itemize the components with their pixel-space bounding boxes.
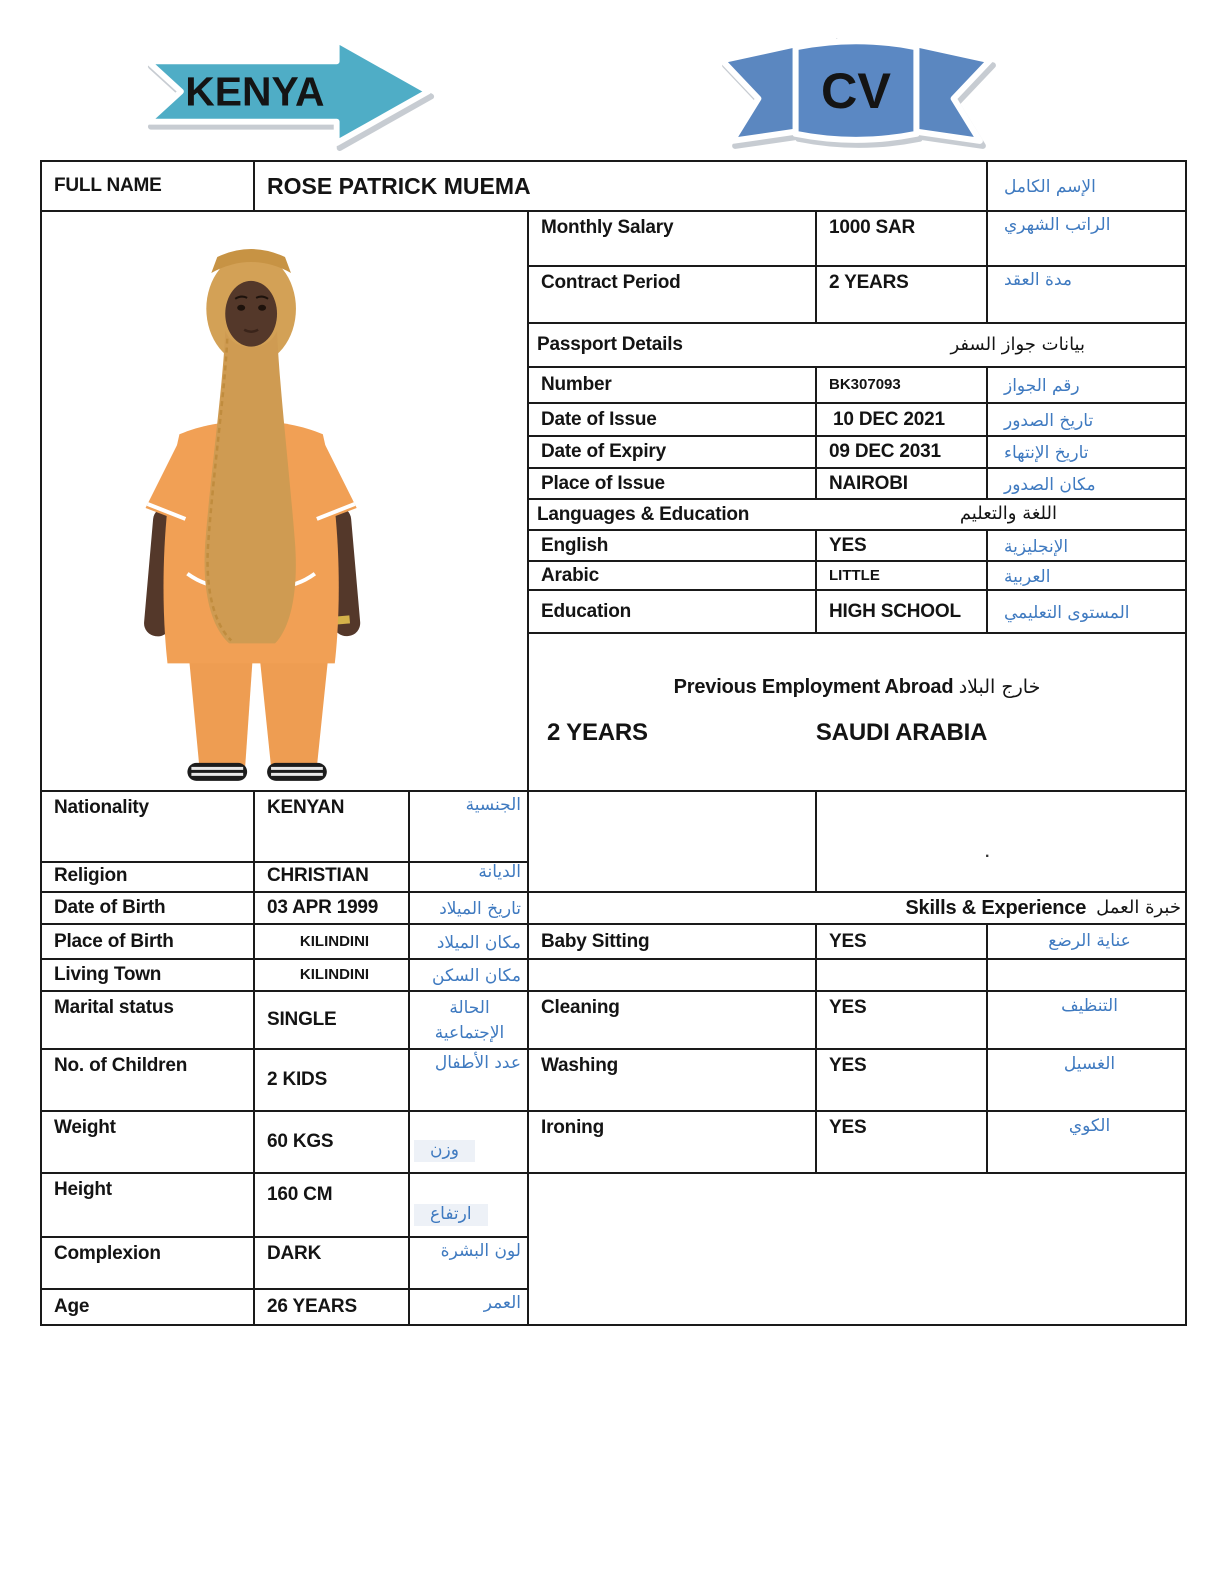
washing-label-arabic: الغسيل: [988, 1050, 1187, 1112]
marital-status-label: Marital status: [42, 992, 255, 1050]
marital-status-label-arabic: [410, 992, 529, 1050]
education-label-arabic: المستوى التعليمي: [988, 591, 1187, 634]
contract-period-value: 2 YEARS: [817, 267, 988, 324]
washing-label: Washing: [529, 1050, 817, 1112]
nationality-label-arabic: الجنسية: [410, 792, 529, 863]
english-label-arabic: الإنجليزية: [988, 531, 1187, 562]
cleaning-value: YES: [817, 992, 988, 1050]
date-of-birth-label-arabic: تاريخ الميلاد: [410, 893, 529, 925]
kenya-banner-label: KENYA: [185, 68, 325, 115]
height-label: Height: [42, 1174, 255, 1238]
kenya-arrow-icon: [142, 36, 434, 148]
passport-number-value: BK307093: [817, 368, 988, 404]
children-label: No. of Children: [42, 1050, 255, 1112]
previous-employment-country: SAUDI ARABIA: [815, 719, 988, 746]
previous-employment-header: [529, 676, 1185, 699]
weight-label: Weight: [42, 1112, 255, 1174]
living-town-label-arabic: مكان السكن: [410, 960, 529, 992]
contract-period-label-arabic: مدة العقد: [988, 267, 1187, 324]
height-arabic-highlight: ارتفاع: [414, 1204, 488, 1226]
english-value: YES: [817, 531, 988, 562]
complexion-label: Complexion: [42, 1238, 255, 1290]
monthly-salary-label: Monthly Salary: [529, 212, 817, 267]
skills-experience-header-arabic: خبرة العمل: [1096, 896, 1181, 918]
place-of-issue-label-arabic: مكان الصدور: [988, 469, 1187, 500]
religion-label-arabic: الديانة: [410, 863, 529, 893]
religion-value: CHRISTIAN: [255, 863, 410, 893]
cv-ribbon-icon: [710, 22, 1002, 148]
arabic-label: Arabic: [529, 562, 817, 591]
candidate-photo: [42, 212, 529, 792]
ironing-label: Ironing: [529, 1112, 817, 1174]
empty-skill-row-arabic: [988, 960, 1187, 992]
skills-experience-header-label: Skills & Experience: [905, 896, 1087, 919]
weight-value: 60 KGS: [255, 1112, 410, 1174]
monthly-salary-label-arabic: الراتب الشهري: [988, 212, 1187, 267]
age-label: Age: [42, 1290, 255, 1326]
place-of-birth-label: Place of Birth: [42, 925, 255, 960]
date-of-issue-label: Date of Issue: [529, 404, 817, 437]
religion-label: Religion: [42, 863, 255, 893]
height-value: 160 CM: [255, 1174, 410, 1238]
baby-sitting-label: Baby Sitting: [529, 925, 817, 960]
age-value: 26 YEARS: [255, 1290, 410, 1326]
arabic-label-arabic: العربية: [988, 562, 1187, 591]
date-of-issue-label-arabic: تاريخ الصدور: [988, 404, 1187, 437]
weight-arabic-highlight: وزن: [414, 1140, 475, 1162]
education-value: HIGH SCHOOL: [817, 591, 988, 634]
place-of-birth-label-arabic: مكان الميلاد: [410, 925, 529, 960]
children-value: 2 KIDS: [255, 1050, 410, 1112]
languages-education-header-label: Languages & Education: [537, 503, 750, 525]
ironing-label-arabic: الكوي: [988, 1112, 1187, 1174]
empty-skill-row-label: [529, 960, 817, 992]
nationality-label: Nationality: [42, 792, 255, 863]
skills-experience-header: [529, 893, 1187, 925]
age-label-arabic: العمر: [410, 1290, 529, 1326]
complexion-value: DARK: [255, 1238, 410, 1290]
living-town-label: Living Town: [42, 960, 255, 992]
passport-number-label-arabic: رقم الجواز: [988, 368, 1187, 404]
full-name-label: FULL NAME: [42, 162, 255, 212]
marital-status-value: SINGLE: [255, 992, 410, 1050]
baby-sitting-value: YES: [817, 925, 988, 960]
date-of-birth-value: 03 APR 1999: [255, 893, 410, 925]
ironing-value: YES: [817, 1112, 988, 1174]
passport-details-header: [529, 324, 1187, 368]
baby-sitting-label-arabic: عناية الرضع: [988, 925, 1187, 960]
date-of-issue-value: 10 DEC 2021: [817, 404, 988, 437]
kenya-arrow-banner: [142, 36, 434, 148]
english-label: English: [529, 531, 817, 562]
nationality-value: KENYAN: [255, 792, 410, 863]
complexion-label-arabic: لون البشرة: [410, 1238, 529, 1290]
previous-employment-details: [529, 719, 1185, 747]
weight-label-arabic: [410, 1112, 529, 1174]
previous-employment-label: Previous Employment Abroad: [673, 676, 954, 698]
empty-bottom-cell: [529, 1174, 1187, 1326]
monthly-salary-value: 1000 SAR: [817, 212, 988, 267]
cleaning-label: Cleaning: [529, 992, 817, 1050]
height-label-arabic: [410, 1174, 529, 1238]
washing-value: YES: [817, 1050, 988, 1112]
place-of-issue-value: NAIROBI: [817, 469, 988, 500]
empty-cell-right: [817, 792, 1187, 893]
cv-table: [40, 160, 1187, 1326]
date-of-expiry-label-arabic: تاريخ الإنتهاء: [988, 437, 1187, 469]
passport-details-header-label: Passport Details: [537, 334, 683, 356]
passport-details-header-arabic: بيانات جواز السفر: [950, 333, 1085, 355]
contract-period-label: Contract Period: [529, 267, 817, 324]
date-of-expiry-value: 09 DEC 2031: [817, 437, 988, 469]
previous-employment-duration: 2 YEARS: [547, 719, 648, 746]
date-of-expiry-label: Date of Expiry: [529, 437, 817, 469]
arabic-value: LITTLE: [817, 562, 988, 591]
education-label: Education: [529, 591, 817, 634]
previous-employment-label-arabic: خارج البلاد: [958, 676, 1041, 698]
passport-number-label: Number: [529, 368, 817, 404]
full-name-label-arabic: الإسم الكامل: [988, 162, 1187, 212]
place-of-birth-value: KILINDINI: [255, 925, 410, 960]
previous-employment-section: [529, 634, 1187, 792]
full-name-value: ROSE PATRICK MUEMA: [255, 162, 988, 212]
date-of-birth-label: Date of Birth: [42, 893, 255, 925]
stray-dot: .: [985, 844, 990, 861]
languages-education-header-arabic: اللغة والتعليم: [959, 503, 1057, 525]
cleaning-label-arabic: التنظيف: [988, 992, 1187, 1050]
empty-cell-left: [529, 792, 817, 893]
place-of-issue-label: Place of Issue: [529, 469, 817, 500]
languages-education-header: [529, 500, 1187, 531]
cv-ribbon-banner: [710, 22, 1002, 148]
living-town-value: KILINDINI: [255, 960, 410, 992]
children-label-arabic: عدد الأطفال: [410, 1050, 529, 1112]
empty-skill-row-value: [817, 960, 988, 992]
cv-banner-label: CV: [821, 62, 891, 120]
marital-status-arabic-line1: الحالة: [449, 997, 490, 1018]
candidate-photo-figure: [42, 212, 527, 790]
marital-status-arabic-line2: الإجتماعية: [434, 1023, 505, 1043]
